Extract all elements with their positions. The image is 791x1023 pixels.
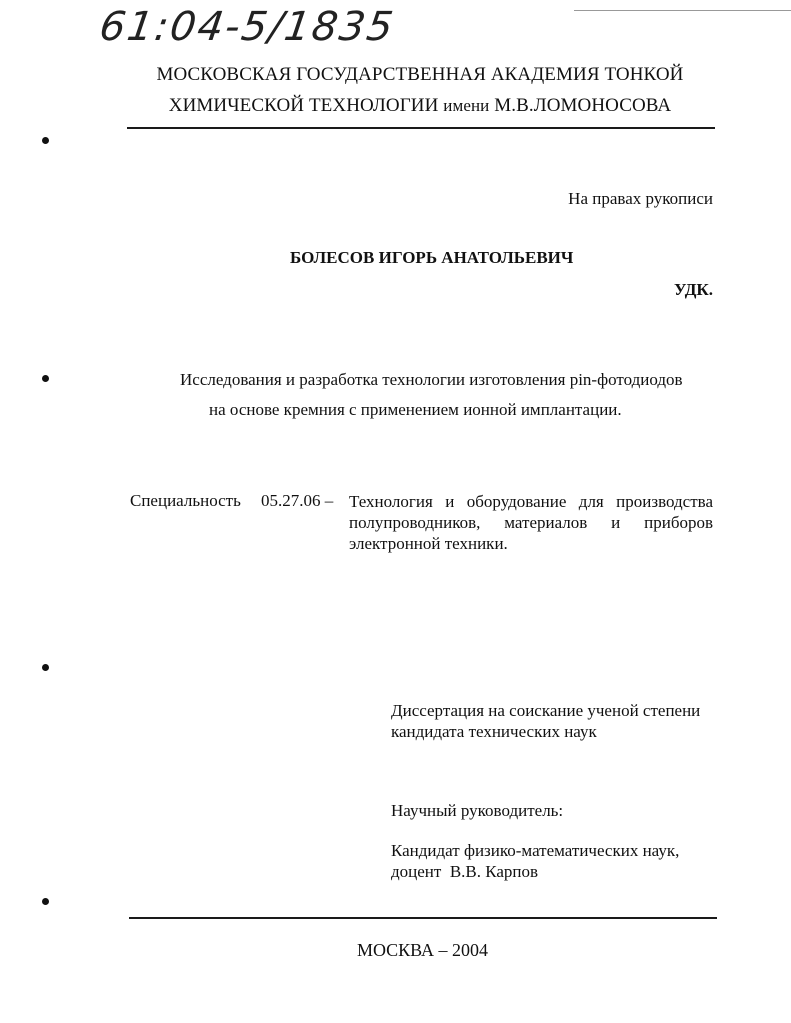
institution-line-1: МОСКОВСКАЯ ГОСУДАРСТВЕННАЯ АКАДЕМИЯ ТОНКОЙ <box>156 64 684 85</box>
binder-mark-3 <box>42 664 49 671</box>
specialty-line-2: полупроводников, материалов и приборов <box>349 513 713 532</box>
advisor-line-2: доцент В.В. Карпов <box>391 862 539 881</box>
institution-line-2-end: М.В.ЛОМОНОСОВА <box>494 95 672 116</box>
rights-note: На правах рукописи <box>568 189 713 208</box>
title-line-1: Исследования и разработка технологии изготовления pin-фотодиодов <box>180 370 683 389</box>
degree-line-2: кандидата технических наук <box>391 722 597 741</box>
institution-line-2 <box>120 95 720 117</box>
degree-block <box>391 700 721 742</box>
advisor-label: Научный руководитель: <box>391 801 564 820</box>
header-divider <box>127 127 715 129</box>
specialty-code: 05.27.06 – <box>261 491 334 510</box>
footer-divider <box>129 917 717 919</box>
city-year: МОСКВА – 2004 <box>356 940 489 960</box>
binder-mark-4 <box>42 898 49 905</box>
institution-line-2-small: имени <box>443 96 490 115</box>
specialty-line-1: Технология и оборудование для производства <box>349 492 713 511</box>
binder-mark-2 <box>42 375 49 382</box>
udk-label: УДК. <box>673 280 713 299</box>
specialty-line-3: электронной техники. <box>349 534 508 553</box>
author-name: БОЛЕСОВ ИГОРЬ АНАТОЛЬЕВИЧ <box>290 248 574 267</box>
title-line-2: на основе кремния с применением ионной имплантации. <box>209 400 622 419</box>
handwritten-archive-code: 61:04-5/1835 <box>96 4 398 50</box>
binder-mark-1 <box>42 137 49 144</box>
advisor-line-1: Кандидат физико-математических наук, <box>391 841 680 860</box>
specialty-description <box>349 491 713 554</box>
degree-line-1: Диссертация на соискание ученой степени <box>391 701 701 720</box>
scan-edge-line <box>574 10 791 11</box>
specialty-label: Специальность <box>130 491 241 510</box>
advisor-block <box>391 840 721 882</box>
institution-line-2-main: ХИМИЧЕСКОЙ ТЕХНОЛОГИИ <box>168 95 439 116</box>
